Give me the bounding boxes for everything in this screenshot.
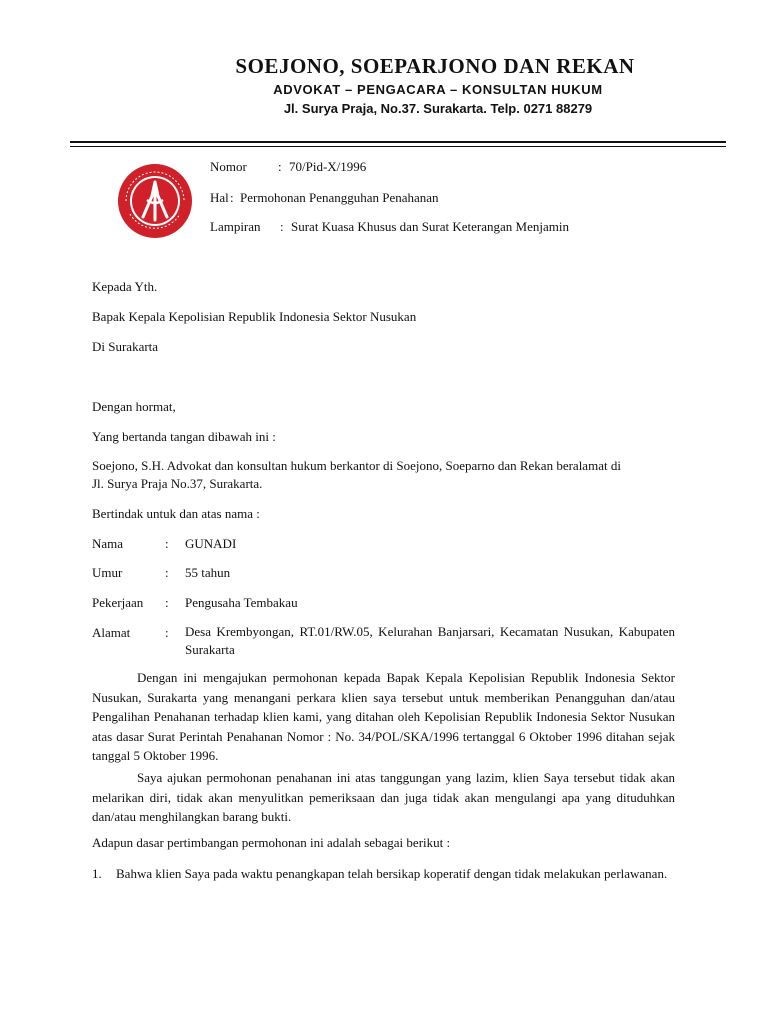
client-job-value: Pengusaha Tembakau xyxy=(185,595,298,610)
hal-value: Permohonan Penangguhan Penahanan xyxy=(240,190,439,205)
lampiran-label: Lampiran xyxy=(210,219,261,234)
recipient-line-3: Di Surakarta xyxy=(92,339,159,354)
nomor-colon: : xyxy=(278,159,282,174)
client-age-value: 55 tahun xyxy=(185,565,231,580)
firm-address: Jl. Surya Praja, No.37. Surakarta. Telp. 0271 88279 xyxy=(283,101,593,116)
paragraph-request: Dengan ini mengajukan permohonan kepada Bapak Kepala Kepolisian Republik Indonesia Sektor Nusukan, Surakarta yang menangani perkara klien saya tersebut untuk memberikan Penangguhan dan/atau Pengalihan Penahanan terhadap klien kami, yang ditahan oleh Kepolisian Republik Indonesia Sektor Nusukan atas dasar Surat Perintah Penahanan Nomor : No. 34/POL/SKA/1996 tertanggal 6 Oktober 1996 ditahan sejak tanggal 5 Oktober 1996. xyxy=(92,670,675,763)
client-job-colon: : xyxy=(165,595,169,610)
client-job-label: Pekerjaan xyxy=(92,595,144,610)
on-behalf-line: Bertindak untuk dan atas nama : xyxy=(92,506,260,521)
signer-line-2: Jl. Surya Praja No.37, Surakarta. xyxy=(92,476,263,491)
letterhead-divider-thick xyxy=(70,141,726,143)
firm-tagline: ADVOKAT – PENGACARA – KONSULTAN HUKUM xyxy=(273,82,603,97)
client-age-colon: : xyxy=(165,565,169,580)
lampiran-colon: : xyxy=(280,219,284,234)
client-age-label: Umur xyxy=(92,565,123,580)
ikadin-logo xyxy=(116,162,194,240)
hal-colon: : xyxy=(230,190,234,205)
client-address-value: Desa Krembyongan, RT.01/RW.05, Kelurahan Banjarsari, Kecamatan Nusukan, Kabupaten Surakarta xyxy=(185,624,675,657)
client-address-label: Alamat xyxy=(92,625,131,640)
hal-label: Hal xyxy=(210,190,229,205)
recipient-line-2: Bapak Kepala Kepolisian Republik Indonesia Sektor Nusukan xyxy=(92,309,417,324)
paragraph-guarantee: Saya ajukan permohonan penahanan ini atas tanggungan yang lazim, klien Saya tersebut tidak akan melarikan diri, tidak akan menyulitkan pemeriksaan dan juga tidak akan mengulangi apa yang dituduhkan dan/atau menghilangkan barang bukti. xyxy=(92,770,675,824)
client-name-label: Nama xyxy=(92,536,124,551)
lampiran-value: Surat Kuasa Khusus dan Surat Keterangan Menjamin xyxy=(291,219,569,234)
basis-intro: Adapun dasar pertimbangan permohonan ini adalah sebagai berikut : xyxy=(92,835,451,850)
client-name-colon: : xyxy=(165,536,169,551)
point-1-text: Bahwa klien Saya pada waktu penangkapan telah bersikap koperatif dengan tidak melakukan perlawanan. xyxy=(116,866,668,881)
recipient-line-1: Kepada Yth. xyxy=(92,279,158,294)
ikadin-seal-icon xyxy=(116,162,194,240)
firm-name: SOEJONO, SOEPARJONO DAN REKAN xyxy=(235,54,635,78)
nomor-label: Nomor xyxy=(210,159,247,174)
nomor-value: 70/Pid-X/1996 xyxy=(289,159,367,174)
intro-line: Yang bertanda tangan dibawah ini : xyxy=(92,429,276,444)
client-name-value: GUNADI xyxy=(185,536,237,551)
signer-line-1: Soejono, S.H. Advokat dan konsultan hukum berkantor di Soejono, Soeparno dan Rekan beralamat di xyxy=(92,458,621,473)
greeting: Dengan hormat, xyxy=(92,399,176,414)
point-1-number: 1. xyxy=(92,866,102,881)
letterhead-divider-thin xyxy=(70,146,726,147)
client-address-colon: : xyxy=(165,625,169,640)
